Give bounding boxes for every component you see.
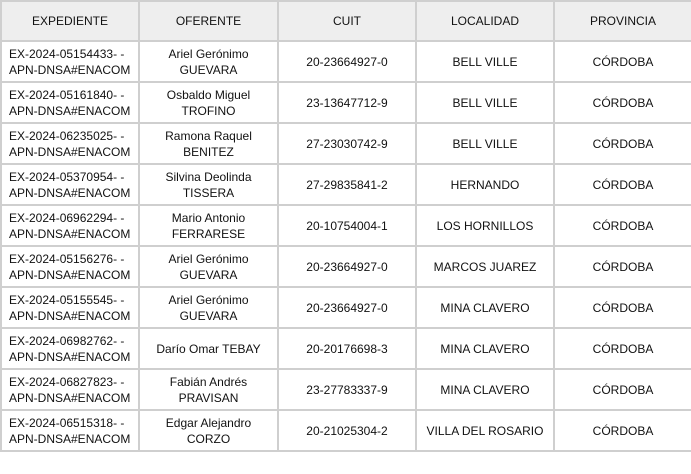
- cell-cuit: 20-10754004-1: [278, 205, 416, 246]
- oferente-name: Ramona Raquel BENITEZ: [165, 128, 252, 159]
- cell-localidad: MINA CLAVERO: [416, 328, 554, 369]
- cell-provincia: CÓRDOBA: [554, 164, 691, 205]
- header-expediente: EXPEDIENTE: [1, 1, 139, 41]
- oferente-name: Fabián Andrés PRAVISAN: [169, 374, 248, 405]
- cell-oferente: [139, 287, 278, 328]
- header-row: [1, 1, 691, 41]
- cell-oferente: [139, 123, 278, 164]
- cell-expediente: EX-2024-06827823- - APN-DNSA#ENACOM: [1, 369, 139, 410]
- cell-expediente: EX-2024-05161840- - APN-DNSA#ENACOM: [1, 82, 139, 123]
- oferente-name: Osbaldo Miguel TROFINO: [166, 87, 251, 118]
- oferente-name: Ariel Gerónimo GUEVARA: [168, 292, 249, 323]
- cell-cuit: 27-23030742-9: [278, 123, 416, 164]
- cell-oferente: [139, 41, 278, 82]
- oferente-name: Edgar Alejandro CORZO: [165, 415, 252, 446]
- cell-localidad: BELL VILLE: [416, 82, 554, 123]
- table-row: [1, 205, 691, 246]
- table-row: [1, 287, 691, 328]
- table-row: [1, 82, 691, 123]
- table-row: [1, 41, 691, 82]
- cell-localidad: MINA CLAVERO: [416, 287, 554, 328]
- cell-cuit: 20-20176698-3: [278, 328, 416, 369]
- cell-cuit: 27-29835841-2: [278, 164, 416, 205]
- cell-provincia: CÓRDOBA: [554, 246, 691, 287]
- cell-oferente: [139, 410, 278, 451]
- cell-cuit: 23-27783337-9: [278, 369, 416, 410]
- table-header: [1, 1, 691, 41]
- cell-cuit: 23-13647712-9: [278, 82, 416, 123]
- cell-oferente: [139, 246, 278, 287]
- cell-expediente: EX-2024-06235025- - APN-DNSA#ENACOM: [1, 123, 139, 164]
- oferente-name: Ariel Gerónimo GUEVARA: [168, 251, 249, 282]
- cell-expediente: EX-2024-05156276- - APN-DNSA#ENACOM: [1, 246, 139, 287]
- oferente-name: Darío Omar TEBAY: [156, 341, 261, 356]
- cell-expediente: EX-2024-06982762- - APN-DNSA#ENACOM: [1, 328, 139, 369]
- cell-oferente: [139, 82, 278, 123]
- table-row: [1, 369, 691, 410]
- cell-expediente: EX-2024-06515318- - APN-DNSA#ENACOM: [1, 410, 139, 451]
- oferente-name: Silvina Deolinda TISSERA: [165, 169, 252, 200]
- header-localidad: LOCALIDAD: [416, 1, 554, 41]
- cell-provincia: CÓRDOBA: [554, 369, 691, 410]
- table-row: [1, 123, 691, 164]
- cell-provincia: CÓRDOBA: [554, 82, 691, 123]
- cell-localidad: VILLA DEL ROSARIO: [416, 410, 554, 451]
- cell-cuit: 20-23664927-0: [278, 41, 416, 82]
- oferente-name: Mario Antonio FERRARESE: [171, 210, 246, 241]
- cell-provincia: CÓRDOBA: [554, 287, 691, 328]
- cell-cuit: 20-21025304-2: [278, 410, 416, 451]
- cell-oferente: [139, 369, 278, 410]
- table-row: [1, 328, 691, 369]
- header-oferente: OFERENTE: [139, 1, 278, 41]
- oferente-name: Ariel Gerónimo GUEVARA: [168, 46, 249, 77]
- header-cuit: CUIT: [278, 1, 416, 41]
- cell-localidad: MINA CLAVERO: [416, 369, 554, 410]
- cell-provincia: CÓRDOBA: [554, 205, 691, 246]
- cell-localidad: MARCOS JUAREZ: [416, 246, 554, 287]
- cell-expediente: EX-2024-06962294- - APN-DNSA#ENACOM: [1, 205, 139, 246]
- cell-oferente: [139, 328, 278, 369]
- cell-expediente: EX-2024-05155545- - APN-DNSA#ENACOM: [1, 287, 139, 328]
- cell-oferente: [139, 164, 278, 205]
- cell-cuit: 20-23664927-0: [278, 246, 416, 287]
- cell-expediente: EX-2024-05154433- - APN-DNSA#ENACOM: [1, 41, 139, 82]
- cell-provincia: CÓRDOBA: [554, 410, 691, 451]
- cell-oferente: [139, 205, 278, 246]
- cell-localidad: BELL VILLE: [416, 123, 554, 164]
- header-provincia: PROVINCIA: [554, 1, 691, 41]
- cell-cuit: 20-23664927-0: [278, 287, 416, 328]
- cell-localidad: HERNANDO: [416, 164, 554, 205]
- cell-localidad: BELL VILLE: [416, 41, 554, 82]
- cell-provincia: CÓRDOBA: [554, 41, 691, 82]
- cell-expediente: EX-2024-05370954- - APN-DNSA#ENACOM: [1, 164, 139, 205]
- cell-provincia: CÓRDOBA: [554, 123, 691, 164]
- cell-provincia: CÓRDOBA: [554, 328, 691, 369]
- table-row: [1, 410, 691, 451]
- table-row: [1, 246, 691, 287]
- cell-localidad: LOS HORNILLOS: [416, 205, 554, 246]
- table-body: [1, 41, 691, 451]
- table-row: [1, 164, 691, 205]
